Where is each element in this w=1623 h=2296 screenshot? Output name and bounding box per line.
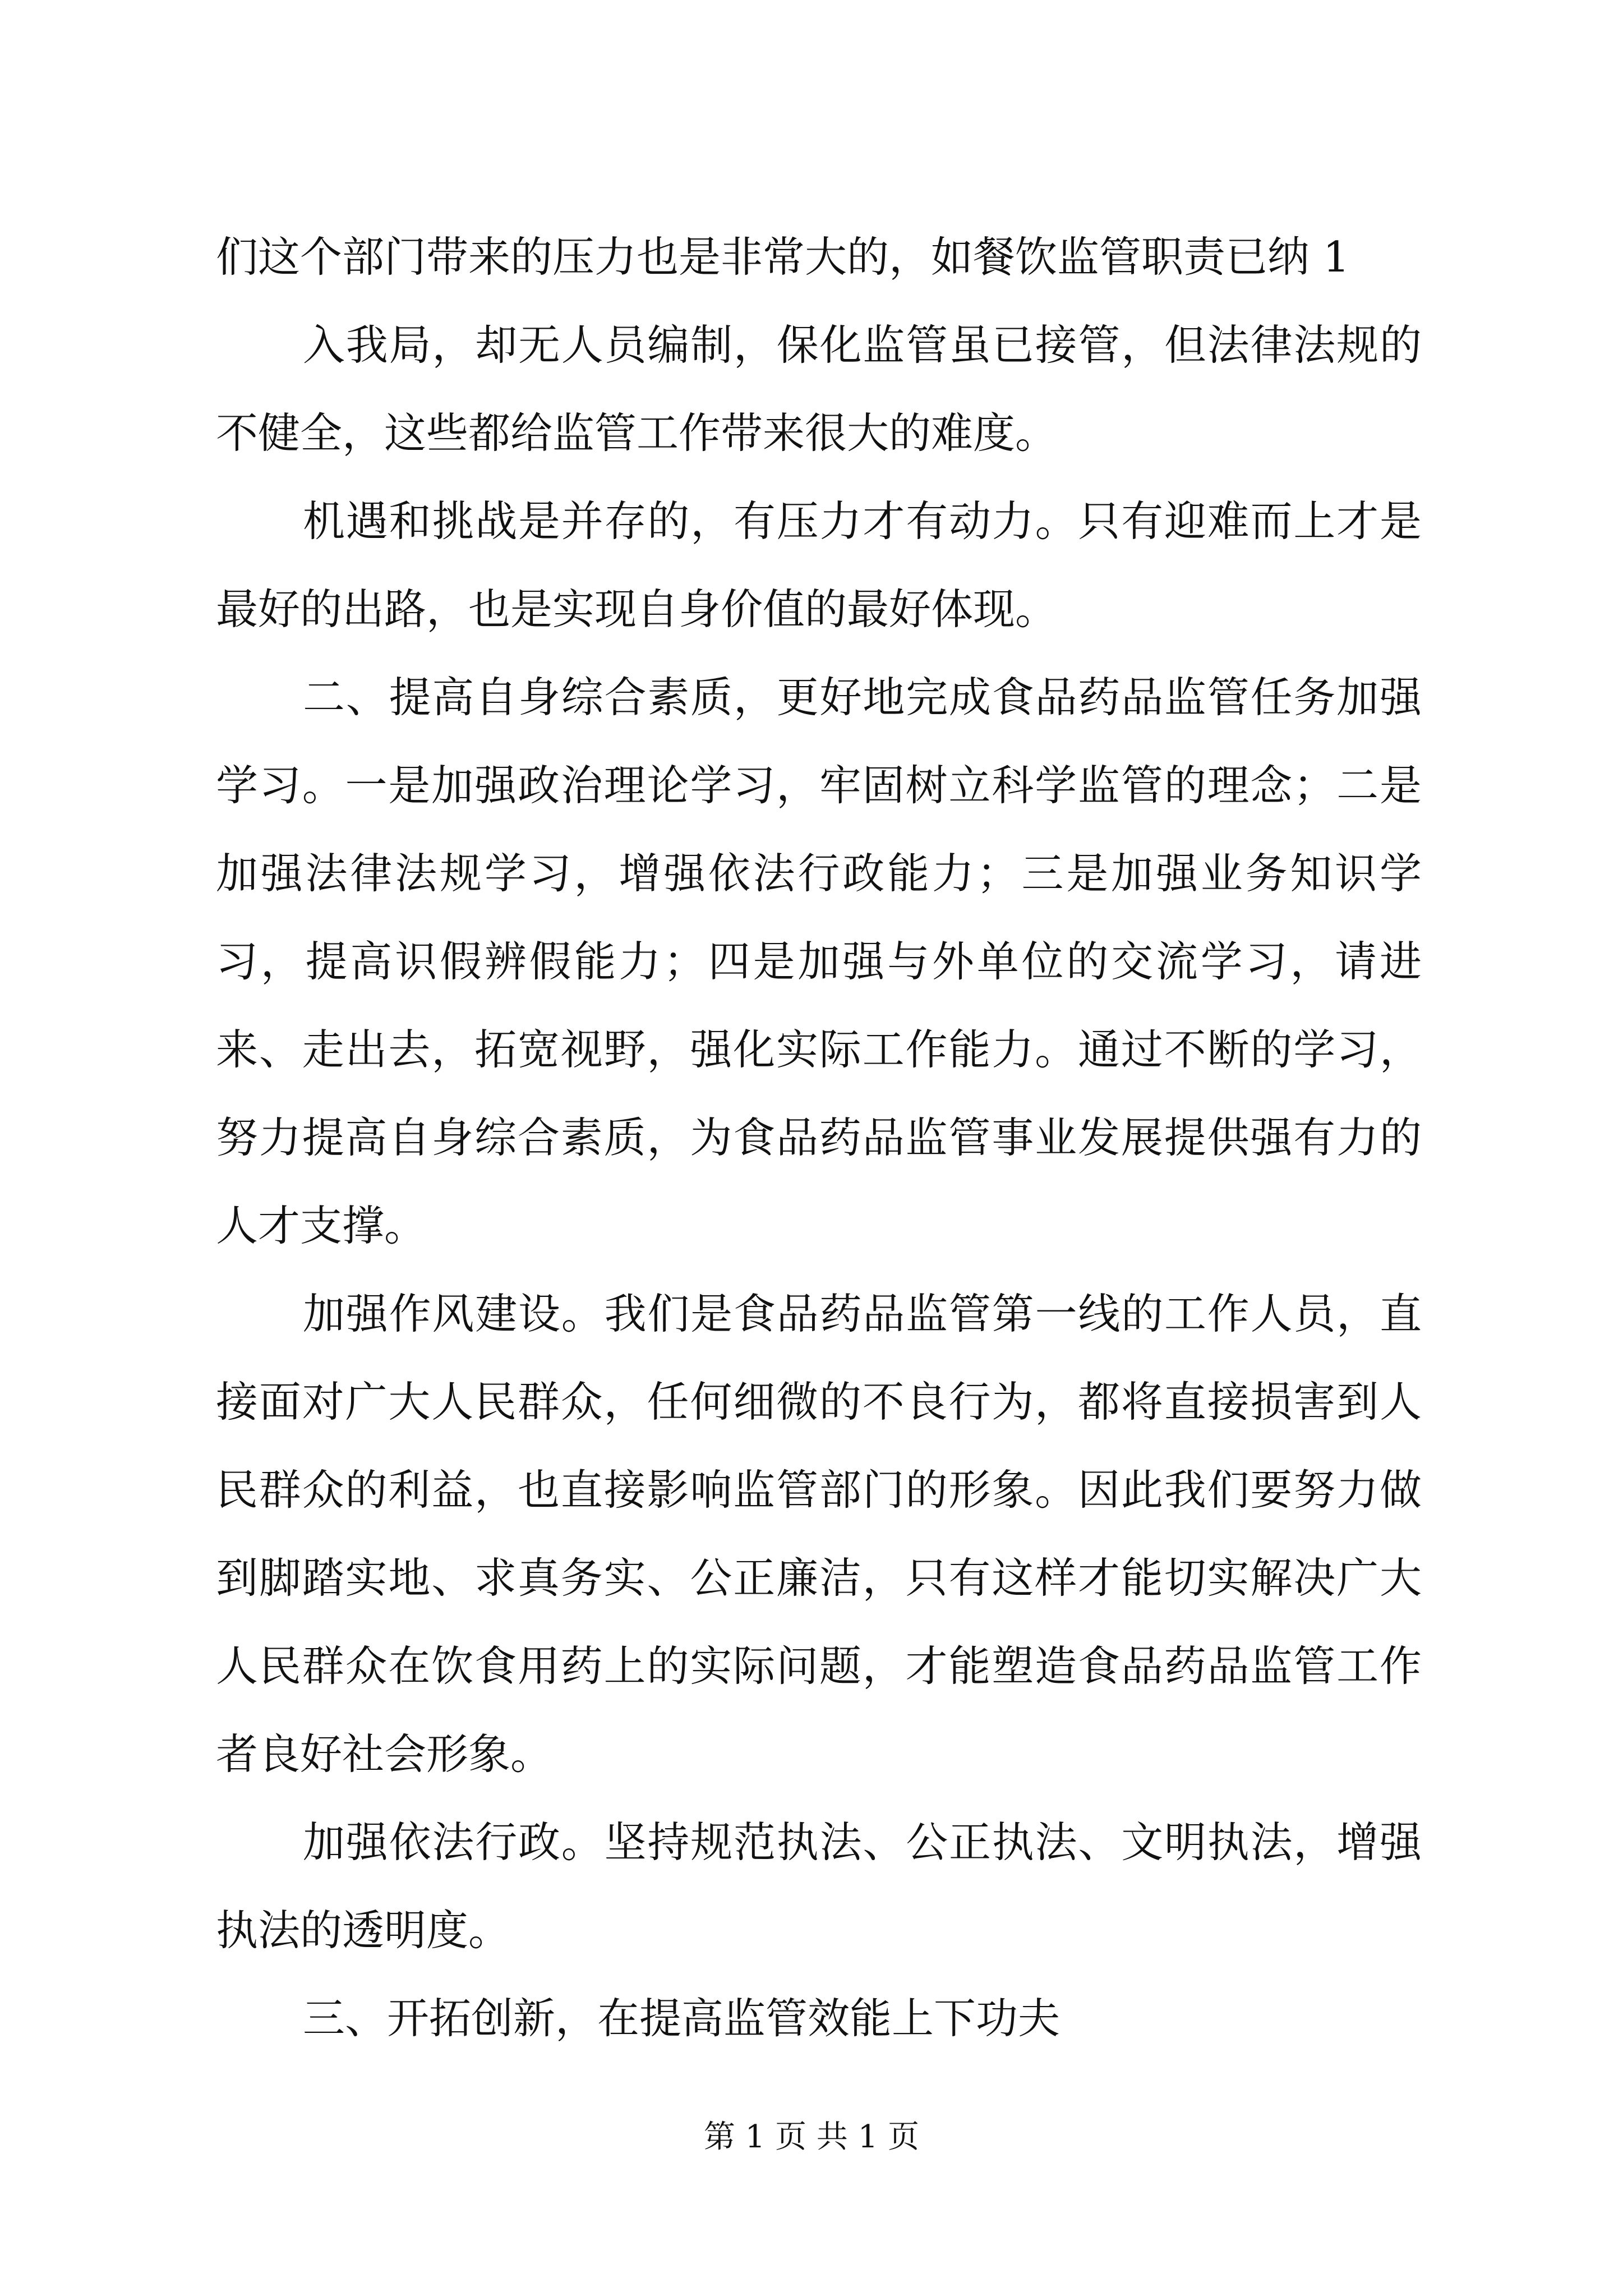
page-footer: 第 1 页 共 1 页 [703, 2119, 920, 2155]
paragraph-lawful-administration: 加强依法行政。坚持规范执法、公正执法、文明执法，增强执法的透明度。 [216, 1818, 1422, 1955]
paragraph-section-two: 二、提高自身综合素质，更好地完成食品药品监管任务加强学习。一是加强政治理论学习，牢固树立科学监管的理念；二是加强法律法规学习，增强依法行政能力；三是加强业务知识学习，提高识假辨假能力；四是加强与外单位的交流学习，请进来、走出去，拓宽视野，强化实际工作能力。通过不断的学习，努力提高自身综合素质，为食品药品监管事业发展提供强有力的人才支撑。 [216, 673, 1422, 1250]
paragraph: 机遇和挑战是并存的，有压力才有动力。只有迎难而上才是最好的出路，也是实现自身价值的最好体现。 [216, 496, 1422, 634]
document-body [216, 213, 1422, 2063]
section-heading-three: 三、开拓创新，在提高监管效能上下功夫 [303, 1994, 1061, 2043]
paragraph-work-style: 加强作风建设。我们是食品药品监管第一线的工作人员，直接面对广大人民群众，任何细微的不良行为，都将直接损害到人民群众的利益，也直接影响监管部门的形象。因此我们要努力做到脚踏实地、求真务实、公正廉洁，只有这样才能切实解决广大人民群众在饮食用药上的实际问题，才能塑造食品药品监管工作者良好社会形象。 [216, 1289, 1422, 1779]
paragraph: 入我局，却无人员编制，保化监管虽已接管，但法律法规的不健全，这些都给监管工作带来很大的难度。 [216, 320, 1422, 458]
paragraph-continuation: 们这个部门带来的压力也是非常大的，如餐饮监管职责已纳 1 [216, 232, 1350, 282]
